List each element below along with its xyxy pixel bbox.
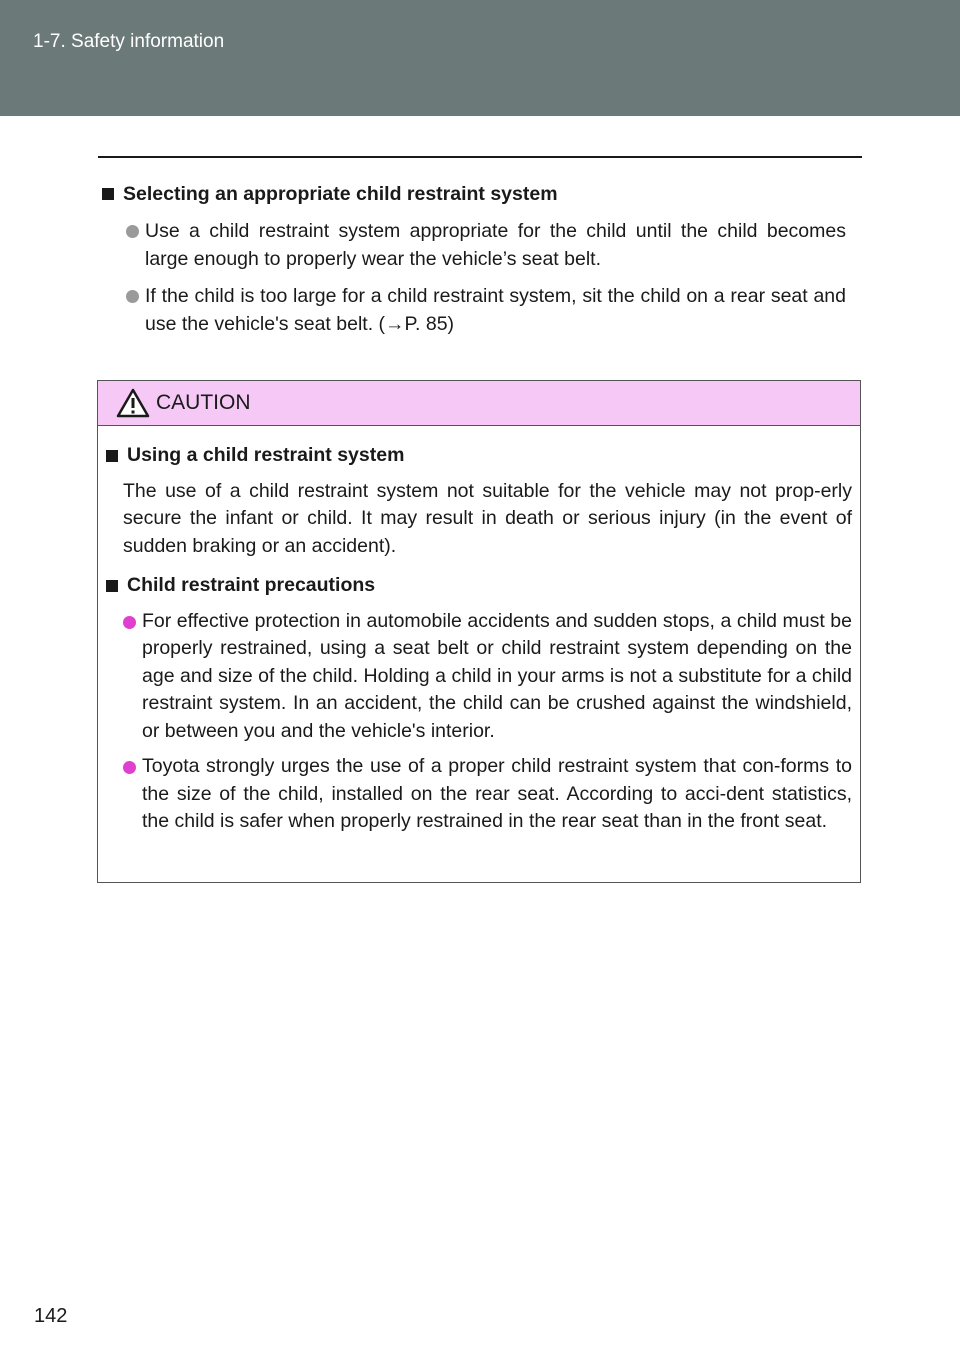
list-item: For effective protection in automobile accidents and sudden stops, a child must be properly restrained, using a seat belt or child restraint system depending on the age and size of the child. Holding a child in your arms is not a substitute for a child restraint system. In an accident, the child can be crushed against the windshield, or between you and the vehicle's interior. bbox=[123, 608, 852, 746]
intro-section bbox=[102, 180, 846, 338]
page-number: 142 bbox=[34, 1305, 68, 1327]
section-title: 1-7. Safety information bbox=[33, 31, 225, 52]
caution-paragraph: The use of a child restraint system not suitable for the vehicle may not prop-erly secure the infant or child. It may result in death or serious injury (in the event of sudden braking or an accident). bbox=[123, 479, 852, 557]
caution-box bbox=[97, 380, 861, 883]
warning-triangle-icon bbox=[116, 388, 150, 418]
intro-heading: Selecting an appropriate child restraint system bbox=[102, 180, 846, 208]
circle-bullet-icon bbox=[123, 616, 136, 629]
square-bullet-icon bbox=[106, 450, 118, 462]
caution-heading: Child restraint precautions bbox=[106, 572, 852, 600]
header-bar bbox=[0, 0, 960, 116]
caution-label: CAUTION bbox=[156, 391, 251, 414]
divider bbox=[98, 156, 862, 158]
caution-header bbox=[98, 381, 860, 426]
square-bullet-icon bbox=[102, 188, 114, 200]
list-item: Toyota strongly urges the use of a proper child restraint system that con-forms to the size of the child, installed on the rear seat. According to acci-dent statistics, the child is safer when properly restrained in the rear seat than in the front seat. bbox=[123, 753, 852, 836]
circle-bullet-icon bbox=[126, 290, 139, 303]
caution-heading: Using a child restraint system bbox=[106, 442, 852, 470]
caution-body bbox=[98, 426, 860, 836]
list-item: Use a child restraint system appropriate for the child until the child becomes large enough to properly wear the vehicle’s seat belt. bbox=[126, 217, 846, 273]
square-bullet-icon bbox=[106, 580, 118, 592]
list-item: If the child is too large for a child restraint system, sit the child on a rear seat and use the vehicle's seat belt. (→P. 85) bbox=[126, 282, 846, 338]
circle-bullet-icon bbox=[123, 761, 136, 774]
circle-bullet-icon bbox=[126, 225, 139, 238]
